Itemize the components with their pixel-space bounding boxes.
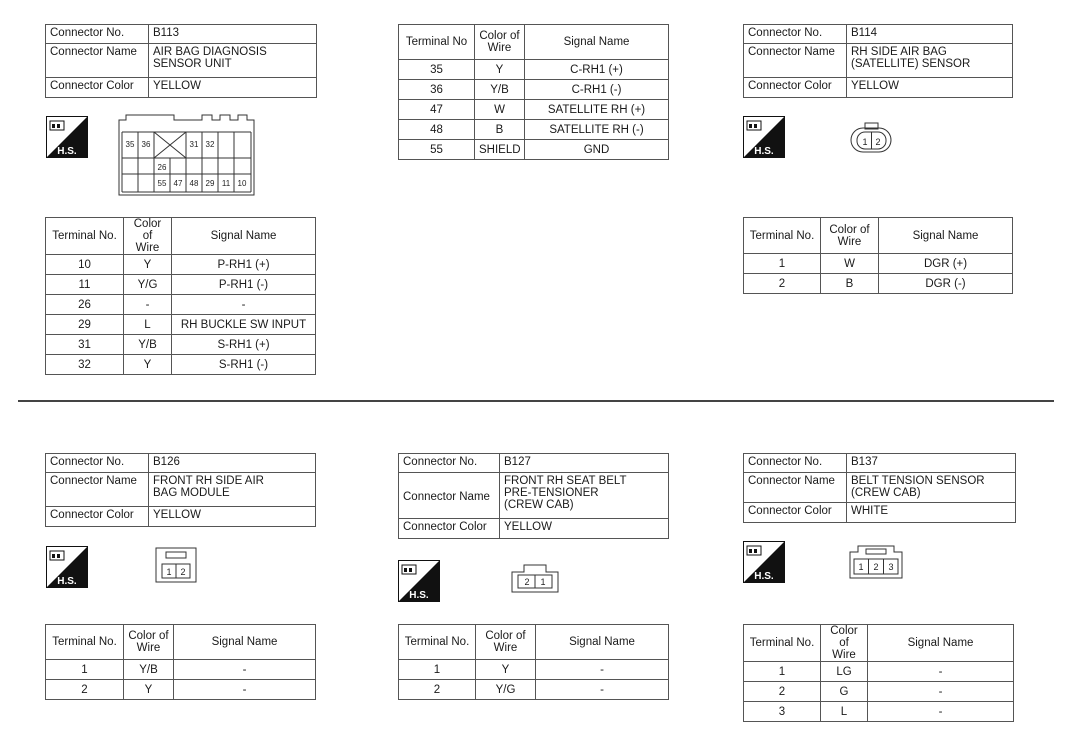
pin-label: 11	[221, 179, 231, 188]
color-header: Color of Wire	[821, 625, 868, 662]
pin-label: 1	[166, 567, 172, 577]
b127-connector-face	[510, 562, 560, 594]
connector-name-value: AIR BAG DIAGNOSIS SENSOR UNIT	[149, 44, 317, 78]
b127-info-table	[398, 453, 669, 539]
connector-name-value: FRONT RH SIDE AIR BAG MODULE	[149, 473, 316, 507]
wire-color-cell: L	[124, 315, 172, 335]
table-row	[46, 680, 316, 700]
connector-no-value: B114	[847, 25, 1013, 44]
connector-color-label: Connector Color	[46, 507, 149, 527]
terminal-cell: 36	[399, 80, 475, 100]
signal-cell: -	[536, 680, 669, 700]
connector-color-value: YELLOW	[847, 78, 1013, 98]
terminal-header: Terminal No.	[399, 625, 476, 660]
hs-label: H.S.	[754, 571, 774, 582]
hs-label: H.S.	[754, 146, 774, 157]
table-row	[46, 660, 316, 680]
terminal-cell: 31	[46, 335, 124, 355]
signal-cell: -	[174, 660, 316, 680]
connector-name-value: BELT TENSION SENSOR (CREW CAB)	[847, 473, 1016, 503]
connector-name-label: Connector Name	[399, 473, 500, 519]
wire-color-cell: W	[475, 100, 525, 120]
wire-color-cell: Y/B	[124, 660, 174, 680]
hs-connector-icon	[46, 116, 88, 158]
signal-cell: DGR (+)	[879, 254, 1013, 274]
terminal-cell: 1	[744, 662, 821, 682]
table-row	[744, 254, 1013, 274]
connector-color-label: Connector Color	[744, 78, 847, 98]
b113-terminal-table-continued	[398, 24, 669, 160]
signal-cell: -	[868, 662, 1014, 682]
pin-label: 10	[237, 179, 247, 188]
signal-header: Signal Name	[172, 218, 316, 255]
signal-cell: SATELLITE RH (-)	[525, 120, 669, 140]
connector-name-label: Connector Name	[46, 473, 149, 507]
terminal-header: Terminal No.	[46, 218, 124, 255]
hs-label: H.S.	[57, 576, 77, 587]
pin-label: 55	[157, 179, 167, 188]
wire-color-cell: Y/G	[124, 275, 172, 295]
terminal-cell: 48	[399, 120, 475, 140]
connector-color-value: YELLOW	[149, 78, 317, 98]
b137-info-table	[743, 453, 1016, 523]
signal-cell: DGR (-)	[879, 274, 1013, 294]
pin-label: 35	[125, 140, 135, 149]
b114-terminal-table	[743, 217, 1013, 294]
table-row	[46, 335, 316, 355]
wire-color-cell: Y/G	[476, 680, 536, 700]
signal-cell: C-RH1 (+)	[525, 60, 669, 80]
signal-cell: -	[536, 660, 669, 680]
wire-color-cell: W	[821, 254, 879, 274]
table-row	[46, 315, 316, 335]
b137-connector-face	[848, 544, 904, 580]
terminal-header: Terminal No.	[46, 625, 124, 660]
connector-name-label: Connector Name	[46, 44, 149, 78]
terminal-cell: 47	[399, 100, 475, 120]
connector-name-value: FRONT RH SEAT BELT PRE-TENSIONER (CREW CAB)	[500, 473, 669, 519]
b113-connector-face	[116, 112, 256, 196]
wire-color-cell: Y/B	[124, 335, 172, 355]
signal-cell: GND	[525, 140, 669, 160]
wire-color-cell: G	[821, 682, 868, 702]
wire-color-cell: -	[124, 295, 172, 315]
pin-label: 31	[189, 140, 199, 149]
wire-color-cell: Y	[124, 255, 172, 275]
connector-no-value: B127	[500, 454, 669, 473]
pin-label: 1	[540, 577, 546, 587]
b137-terminal-table	[743, 624, 1014, 722]
wire-color-cell: L	[821, 702, 868, 722]
signal-cell: -	[172, 295, 316, 315]
hs-connector-icon	[46, 546, 88, 588]
table-row	[46, 295, 316, 315]
color-header: Color of Wire	[476, 625, 536, 660]
signal-cell: SATELLITE RH (+)	[525, 100, 669, 120]
table-row	[399, 660, 669, 680]
wire-color-cell: Y	[476, 660, 536, 680]
pin-label: 48	[189, 179, 199, 188]
connector-color-label: Connector Color	[399, 519, 500, 539]
table-row	[744, 662, 1014, 682]
pin-label: 32	[205, 140, 215, 149]
terminal-cell: 29	[46, 315, 124, 335]
connector-no-label: Connector No.	[46, 25, 149, 44]
color-header: Color of Wire	[124, 218, 172, 255]
pin-label: 2	[180, 567, 186, 577]
b113-info-table	[45, 24, 317, 98]
table-row	[399, 140, 669, 160]
terminal-cell: 1	[744, 254, 821, 274]
pin-label: 1	[862, 137, 868, 147]
wire-color-cell: B	[475, 120, 525, 140]
terminal-cell: 55	[399, 140, 475, 160]
terminal-cell: 2	[46, 680, 124, 700]
pin-label: 36	[141, 140, 151, 149]
terminal-cell: 2	[744, 682, 821, 702]
wire-color-cell: Y	[124, 680, 174, 700]
terminal-cell: 32	[46, 355, 124, 375]
terminal-cell: 2	[744, 274, 821, 294]
pin-label: 2	[524, 577, 530, 587]
hs-connector-icon	[743, 541, 785, 583]
terminal-cell: 11	[46, 275, 124, 295]
signal-cell: S-RH1 (+)	[172, 335, 316, 355]
pin-label: 47	[173, 179, 183, 188]
terminal-cell: 10	[46, 255, 124, 275]
connector-no-value: B113	[149, 25, 317, 44]
signal-cell: -	[174, 680, 316, 700]
wire-color-cell: Y	[124, 355, 172, 375]
section-divider	[18, 400, 1054, 402]
table-row	[744, 702, 1014, 722]
b127-terminal-table	[398, 624, 669, 700]
b126-info-table	[45, 453, 316, 527]
b113-terminal-table	[45, 217, 316, 375]
signal-cell: -	[868, 682, 1014, 702]
wire-color-cell: Y	[475, 60, 525, 80]
connector-color-value: WHITE	[847, 503, 1016, 523]
connector-no-label: Connector No.	[744, 25, 847, 44]
connector-no-label: Connector No.	[399, 454, 500, 473]
table-row	[399, 680, 669, 700]
connector-color-value: YELLOW	[500, 519, 669, 539]
table-row	[46, 255, 316, 275]
table-row	[744, 274, 1013, 294]
table-row	[399, 120, 669, 140]
signal-header: Signal Name	[174, 625, 316, 660]
signal-header: Signal Name	[536, 625, 669, 660]
hs-label: H.S.	[57, 146, 77, 157]
signal-cell: P-RH1 (+)	[172, 255, 316, 275]
pin-label: 2	[875, 137, 881, 147]
color-header: Color of Wire	[821, 218, 879, 254]
table-row	[399, 80, 669, 100]
color-header: Color of Wire	[124, 625, 174, 660]
b126-connector-face	[154, 546, 198, 584]
signal-header: Signal Name	[525, 25, 669, 60]
table-row	[46, 275, 316, 295]
terminal-cell: 3	[744, 702, 821, 722]
pin-label: 1	[858, 562, 864, 572]
color-header: Color of Wire	[475, 25, 525, 60]
connector-no-label: Connector No.	[46, 454, 149, 473]
signal-cell: C-RH1 (-)	[525, 80, 669, 100]
terminal-cell: 35	[399, 60, 475, 80]
connector-no-value: B126	[149, 454, 316, 473]
signal-header: Signal Name	[879, 218, 1013, 254]
wire-color-cell: LG	[821, 662, 868, 682]
table-row	[744, 682, 1014, 702]
wire-color-cell: B	[821, 274, 879, 294]
pin-label: 3	[888, 562, 894, 572]
connector-color-label: Connector Color	[744, 503, 847, 523]
connector-color-value: YELLOW	[149, 507, 316, 527]
connector-name-label: Connector Name	[744, 44, 847, 78]
table-row	[399, 60, 669, 80]
hs-connector-icon	[398, 560, 440, 602]
table-row	[46, 355, 316, 375]
terminal-cell: 1	[399, 660, 476, 680]
b114-info-table	[743, 24, 1013, 98]
wire-color-cell: SHIELD	[475, 140, 525, 160]
terminal-header: Terminal No	[399, 25, 475, 60]
connector-color-label: Connector Color	[46, 78, 149, 98]
hs-connector-icon	[743, 116, 785, 158]
hs-label: H.S.	[409, 590, 429, 601]
signal-cell: P-RH1 (-)	[172, 275, 316, 295]
wire-color-cell: Y/B	[475, 80, 525, 100]
b126-terminal-table	[45, 624, 316, 700]
connector-no-label: Connector No.	[744, 454, 847, 473]
signal-cell: RH BUCKLE SW INPUT	[172, 315, 316, 335]
terminal-cell: 26	[46, 295, 124, 315]
connector-name-value: RH SIDE AIR BAG (SATELLITE) SENSOR	[847, 44, 1013, 78]
pin-label: 2	[873, 562, 879, 572]
pin-label: 29	[205, 179, 215, 188]
table-row	[399, 100, 669, 120]
b114-connector-face	[847, 120, 897, 156]
terminal-header: Terminal No.	[744, 218, 821, 254]
signal-cell: S-RH1 (-)	[172, 355, 316, 375]
signal-cell: -	[868, 702, 1014, 722]
signal-header: Signal Name	[868, 625, 1014, 662]
terminal-cell: 1	[46, 660, 124, 680]
terminal-header: Terminal No.	[744, 625, 821, 662]
terminal-cell: 2	[399, 680, 476, 700]
connector-name-label: Connector Name	[744, 473, 847, 503]
connector-no-value: B137	[847, 454, 1016, 473]
pin-label: 26	[157, 163, 167, 172]
